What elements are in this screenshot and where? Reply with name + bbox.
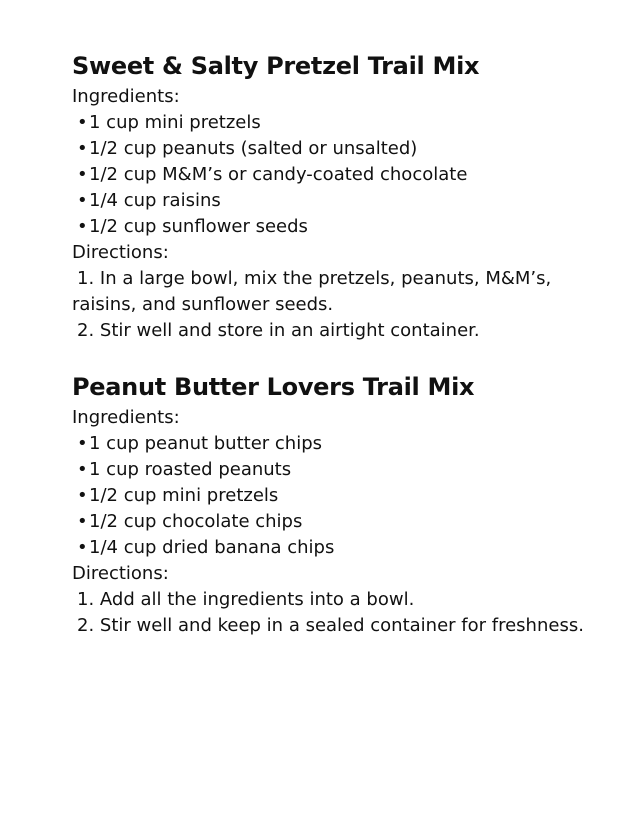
bullet-icon: • [77,216,88,237]
ingredient-item [72,110,612,136]
ingredient-text: 1/4 cup raisins [89,190,221,211]
ingredient-item [72,457,612,483]
recipe-page [72,48,612,639]
ingredient-text: 1/2 cup mini pretzels [89,485,279,506]
ingredient-item [72,188,612,214]
ingredient-text: 1/2 cup chocolate chips [89,511,303,532]
bullet-icon: • [77,537,88,558]
direction-step [72,318,612,344]
direction-text: 2. Stir well and keep in a sealed container for freshness. [77,615,584,636]
ingredient-text: 1/4 cup dried banana chips [89,537,335,558]
bullet-icon: • [77,164,88,185]
bullet-icon: • [77,190,88,211]
ingredients-label: Ingredients: [72,86,180,107]
ingredient-item [72,431,612,457]
ingredient-text: 1 cup mini pretzels [89,112,261,133]
ingredient-text: 1/2 cup sunflower seeds [89,216,308,237]
direction-step [72,266,612,318]
direction-text: 1. In a large bowl, mix the pretzels, peanuts, M&M’s, raisins, and sunflower seeds. [72,268,552,315]
ingredient-item [72,509,612,535]
ingredients-label: Ingredients: [72,407,180,428]
ingredients-list [72,110,612,240]
ingredient-item [72,483,612,509]
bullet-icon: • [77,433,88,454]
direction-text: 1. Add all the ingredients into a bowl. [77,589,415,610]
bullet-icon: • [77,112,88,133]
bullet-icon: • [77,485,88,506]
recipe-peanut-butter [72,369,612,639]
bullet-icon: • [77,459,88,480]
directions-label: Directions: [72,242,169,263]
recipe-sweet-salty [72,48,612,344]
direction-step [72,587,612,613]
ingredients-list [72,431,612,561]
ingredient-item [72,162,612,188]
ingredient-item [72,136,612,162]
ingredient-text: 1/2 cup peanuts (salted or unsalted) [89,138,418,159]
ingredient-text: 1 cup roasted peanuts [89,459,292,480]
ingredient-item [72,214,612,240]
bullet-icon: • [77,511,88,532]
direction-text: 2. Stir well and store in an airtight container. [77,320,480,341]
ingredient-item [72,535,612,561]
ingredient-text: 1/2 cup M&M’s or candy-coated chocolate [89,164,468,185]
recipe-title: Peanut Butter Lovers Trail Mix [72,373,475,401]
bullet-icon: • [77,138,88,159]
recipe-title: Sweet & Salty Pretzel Trail Mix [72,52,480,80]
directions-label: Directions: [72,563,169,584]
direction-step [72,613,612,639]
ingredient-text: 1 cup peanut butter chips [89,433,323,454]
